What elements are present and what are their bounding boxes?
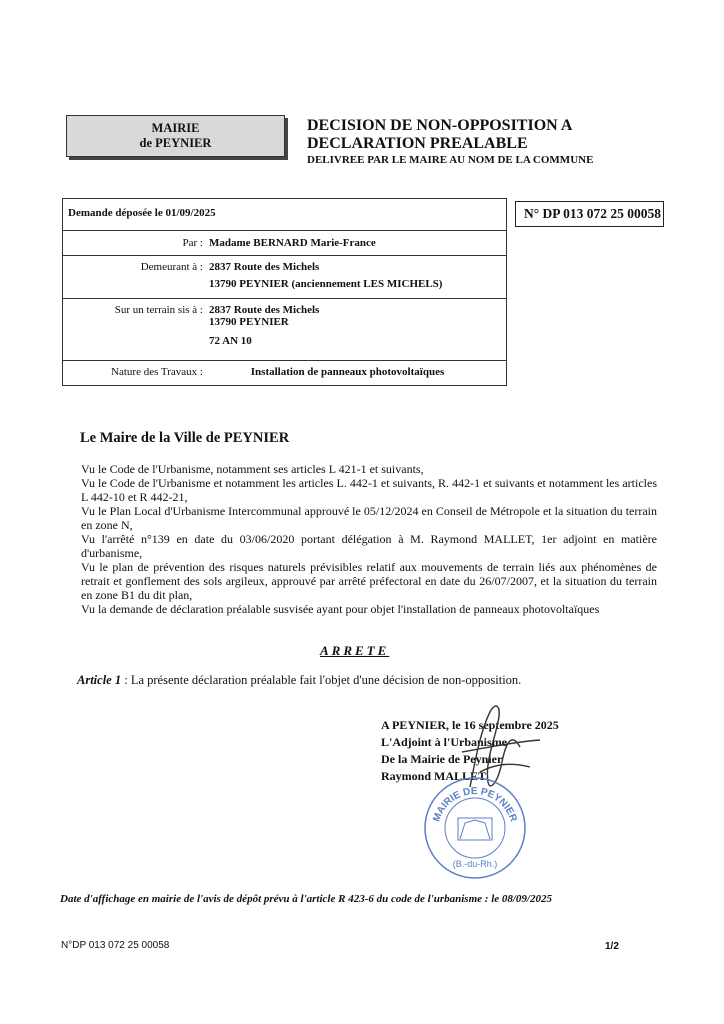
title-line2: DECLARATION PREALABLE bbox=[307, 135, 528, 152]
signature-role: L'Adjoint à l'Urbanisme bbox=[381, 735, 508, 749]
reference-box: N° DP 013 072 25 00058 bbox=[515, 201, 664, 227]
mairie-line1: MAIRIE bbox=[151, 121, 200, 135]
terrain-label: Sur un terrain sis à : bbox=[114, 304, 203, 316]
terrain-parcelle: 72 AN 10 bbox=[209, 335, 252, 347]
signature-institution: De la Mairie de Peynier bbox=[381, 752, 503, 766]
vu-paragraph: Vu le Code de l'Urbanisme, notamment ses articles L 421-1 et suivants, bbox=[81, 462, 424, 476]
arrete-heading: ARRETE bbox=[320, 643, 390, 658]
vu-paragraph: Vu l'arrêté n°139 en date du 03/06/2020 portant délégation à M. Raymond MALLET, 1er adjoint en matière d'urbanisme, bbox=[81, 532, 657, 560]
terrain-value bbox=[209, 304, 506, 360]
affichage-note: Date d'affichage en mairie de l'avis de dépôt prévu à l'article R 423-6 du code de l'urbanisme : le 08/09/2025 bbox=[60, 893, 552, 905]
signature-place-date: A PEYNIER, le 16 septembre 2025 bbox=[381, 718, 559, 732]
footer-reference: N°DP 013 072 25 00058 bbox=[61, 940, 170, 951]
title-line1: DECISION DE NON-OPPOSITION A bbox=[307, 117, 573, 134]
nature-row bbox=[63, 360, 506, 385]
demeurant-line1: 2837 Route des Michels bbox=[209, 261, 320, 273]
request-table bbox=[62, 198, 507, 386]
document-subtitle: DELIVREE PAR LE MAIRE AU NOM DE LA COMMUNE bbox=[307, 154, 594, 166]
considerations bbox=[81, 462, 657, 616]
stamp-top-text: MAIRIE DE PEYNIER bbox=[431, 785, 519, 824]
par-label: Par : bbox=[182, 237, 203, 249]
nature-value: Installation de panneaux photovoltaïques bbox=[250, 366, 445, 378]
article-1 bbox=[77, 673, 521, 688]
demeurant-line2: 13790 PEYNIER (anciennement LES MICHELS) bbox=[209, 278, 443, 290]
vu-paragraph: Vu le Plan Local d'Urbanisme Intercommunal approuvé le 05/12/2024 en Conseil de Métropole et la situation du terrain en zone N, bbox=[81, 504, 657, 532]
vu-paragraph: Vu le Code de l'Urbanisme et notamment les articles L. 442-1 et suivants, R. 442-1 et suivants et notamment les articles L 442-10 et R 442-21, bbox=[81, 476, 657, 504]
nature-label: Nature des Travaux : bbox=[111, 366, 203, 378]
terrain-line1: 2837 Route des Michels bbox=[209, 304, 320, 316]
mairie-stamp bbox=[420, 773, 530, 883]
page-number: 1/2 bbox=[605, 941, 619, 952]
document-title bbox=[307, 117, 572, 153]
signature-name: Raymond MALLET bbox=[381, 769, 487, 783]
vu-paragraph: Vu la demande de déclaration préalable susvisée ayant pour objet l'installation de panneaux photovoltaïques bbox=[81, 602, 600, 616]
mairie-line2: de PEYNIER bbox=[139, 136, 212, 150]
article-label: Article 1 bbox=[77, 673, 122, 687]
par-row bbox=[63, 230, 506, 255]
demeurant-value bbox=[209, 261, 506, 298]
par-value: Madame BERNARD Marie-France bbox=[209, 237, 376, 249]
terrain-line2: 13790 PEYNIER bbox=[209, 316, 289, 328]
vu-paragraph: Vu le plan de prévention des risques naturels prévisibles relatif aux mouvements de terrain liés aux phénomènes de retrait et gonflement des sols argileux, approuvé par arrêté préfectoral en date du 26/07/2007, et la situation du terrain en zone B1 du dit plan, bbox=[81, 560, 657, 602]
stamp-bottom-text: (B.-du-Rh.) bbox=[452, 859, 498, 869]
demeurant-row bbox=[63, 255, 506, 298]
demande-row: Demande déposée le 01/09/2025 bbox=[68, 207, 216, 219]
demeurant-label: Demeurant à : bbox=[140, 261, 203, 273]
terrain-row bbox=[63, 298, 506, 360]
article-text: : La présente déclaration préalable fait l'objet d'une décision de non-opposition. bbox=[121, 673, 522, 687]
maire-title: Le Maire de la Ville de PEYNIER bbox=[80, 430, 290, 446]
mairie-box bbox=[66, 115, 285, 157]
